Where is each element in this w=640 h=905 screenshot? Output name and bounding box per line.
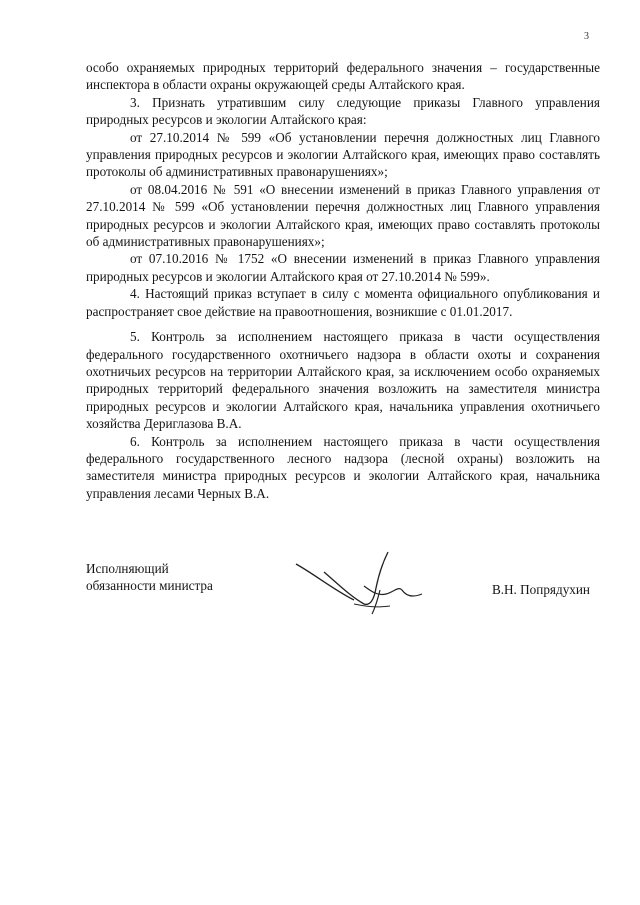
- paragraph-item-6: 6. Контроль за исполнением настоящего приказа в части осуществления федерального государственного лесного надзора (лесной охраны) возложить на заместителя министра природных ресурсов и экологии Алтайского края, начальника управления лесами Черных В.А.: [86, 433, 600, 501]
- signer-name: В.Н. Попрядухин: [491, 582, 590, 597]
- paragraph-order-591: от 08.04.2016 № 591 «О внесении изменений в приказ Главного управления от 27.10.2014 № 599 «Об установлении перечня должностных лиц Главного управления природных ресурсов и экологии Алтайского края, имеющих право составлять протоколы об административных правонарушениях»;: [86, 181, 600, 250]
- paragraph-item-3: 3. Признать утратившим силу следующие приказы Главного управления природных ресурсов и экологии Алтайского края:: [86, 94, 600, 128]
- paragraph-item-4: 4. Настоящий приказ вступает в силу с момента официального опубликования и распространяет свое действие на правоотношения, возникшие с 01.01.2017.: [86, 286, 600, 319]
- handwritten-signature: [294, 550, 444, 620]
- signer-title-line: Исполняющий: [86, 561, 169, 576]
- signature-block: [86, 560, 600, 630]
- paragraph-order-1752: от 07.10.2016 № 1752 «О внесении изменений в приказ Главного управления природных ресурсов и экологии Алтайского края от 27.10.2014 № 599».: [86, 251, 600, 284]
- paragraph-order-599: от 27.10.2014 № 599 «Об установлении перечня должностных лиц Главного управления природных ресурсов и экологии Алтайского края, имеющих право составлять протоколы об административных правонарушениях»;: [86, 129, 600, 180]
- paragraph-item-5: 5. Контроль за исполнением настоящего приказа в части осуществления федерального государственного охотничьего надзора в области охоты и сохранения охотничьих ресурсов на территории Алтайского края, за исключением особо охраняемых природных территорий федерального значения возложить на заместителя министра природных ресурсов и экологии Алтайского края, начальника управления охотничьего хозяйства Дериглазова В.А.: [86, 329, 600, 432]
- document-body: [86, 59, 600, 502]
- signer-title: [86, 560, 213, 595]
- paragraph-continuation: особо охраняемых природных территорий федерального значения – государственные инспектора в области охраны окружающей среды Алтайского края.: [86, 60, 600, 93]
- page-number: 3: [584, 31, 589, 42]
- signer-title-line: обязанности министра: [86, 578, 213, 594]
